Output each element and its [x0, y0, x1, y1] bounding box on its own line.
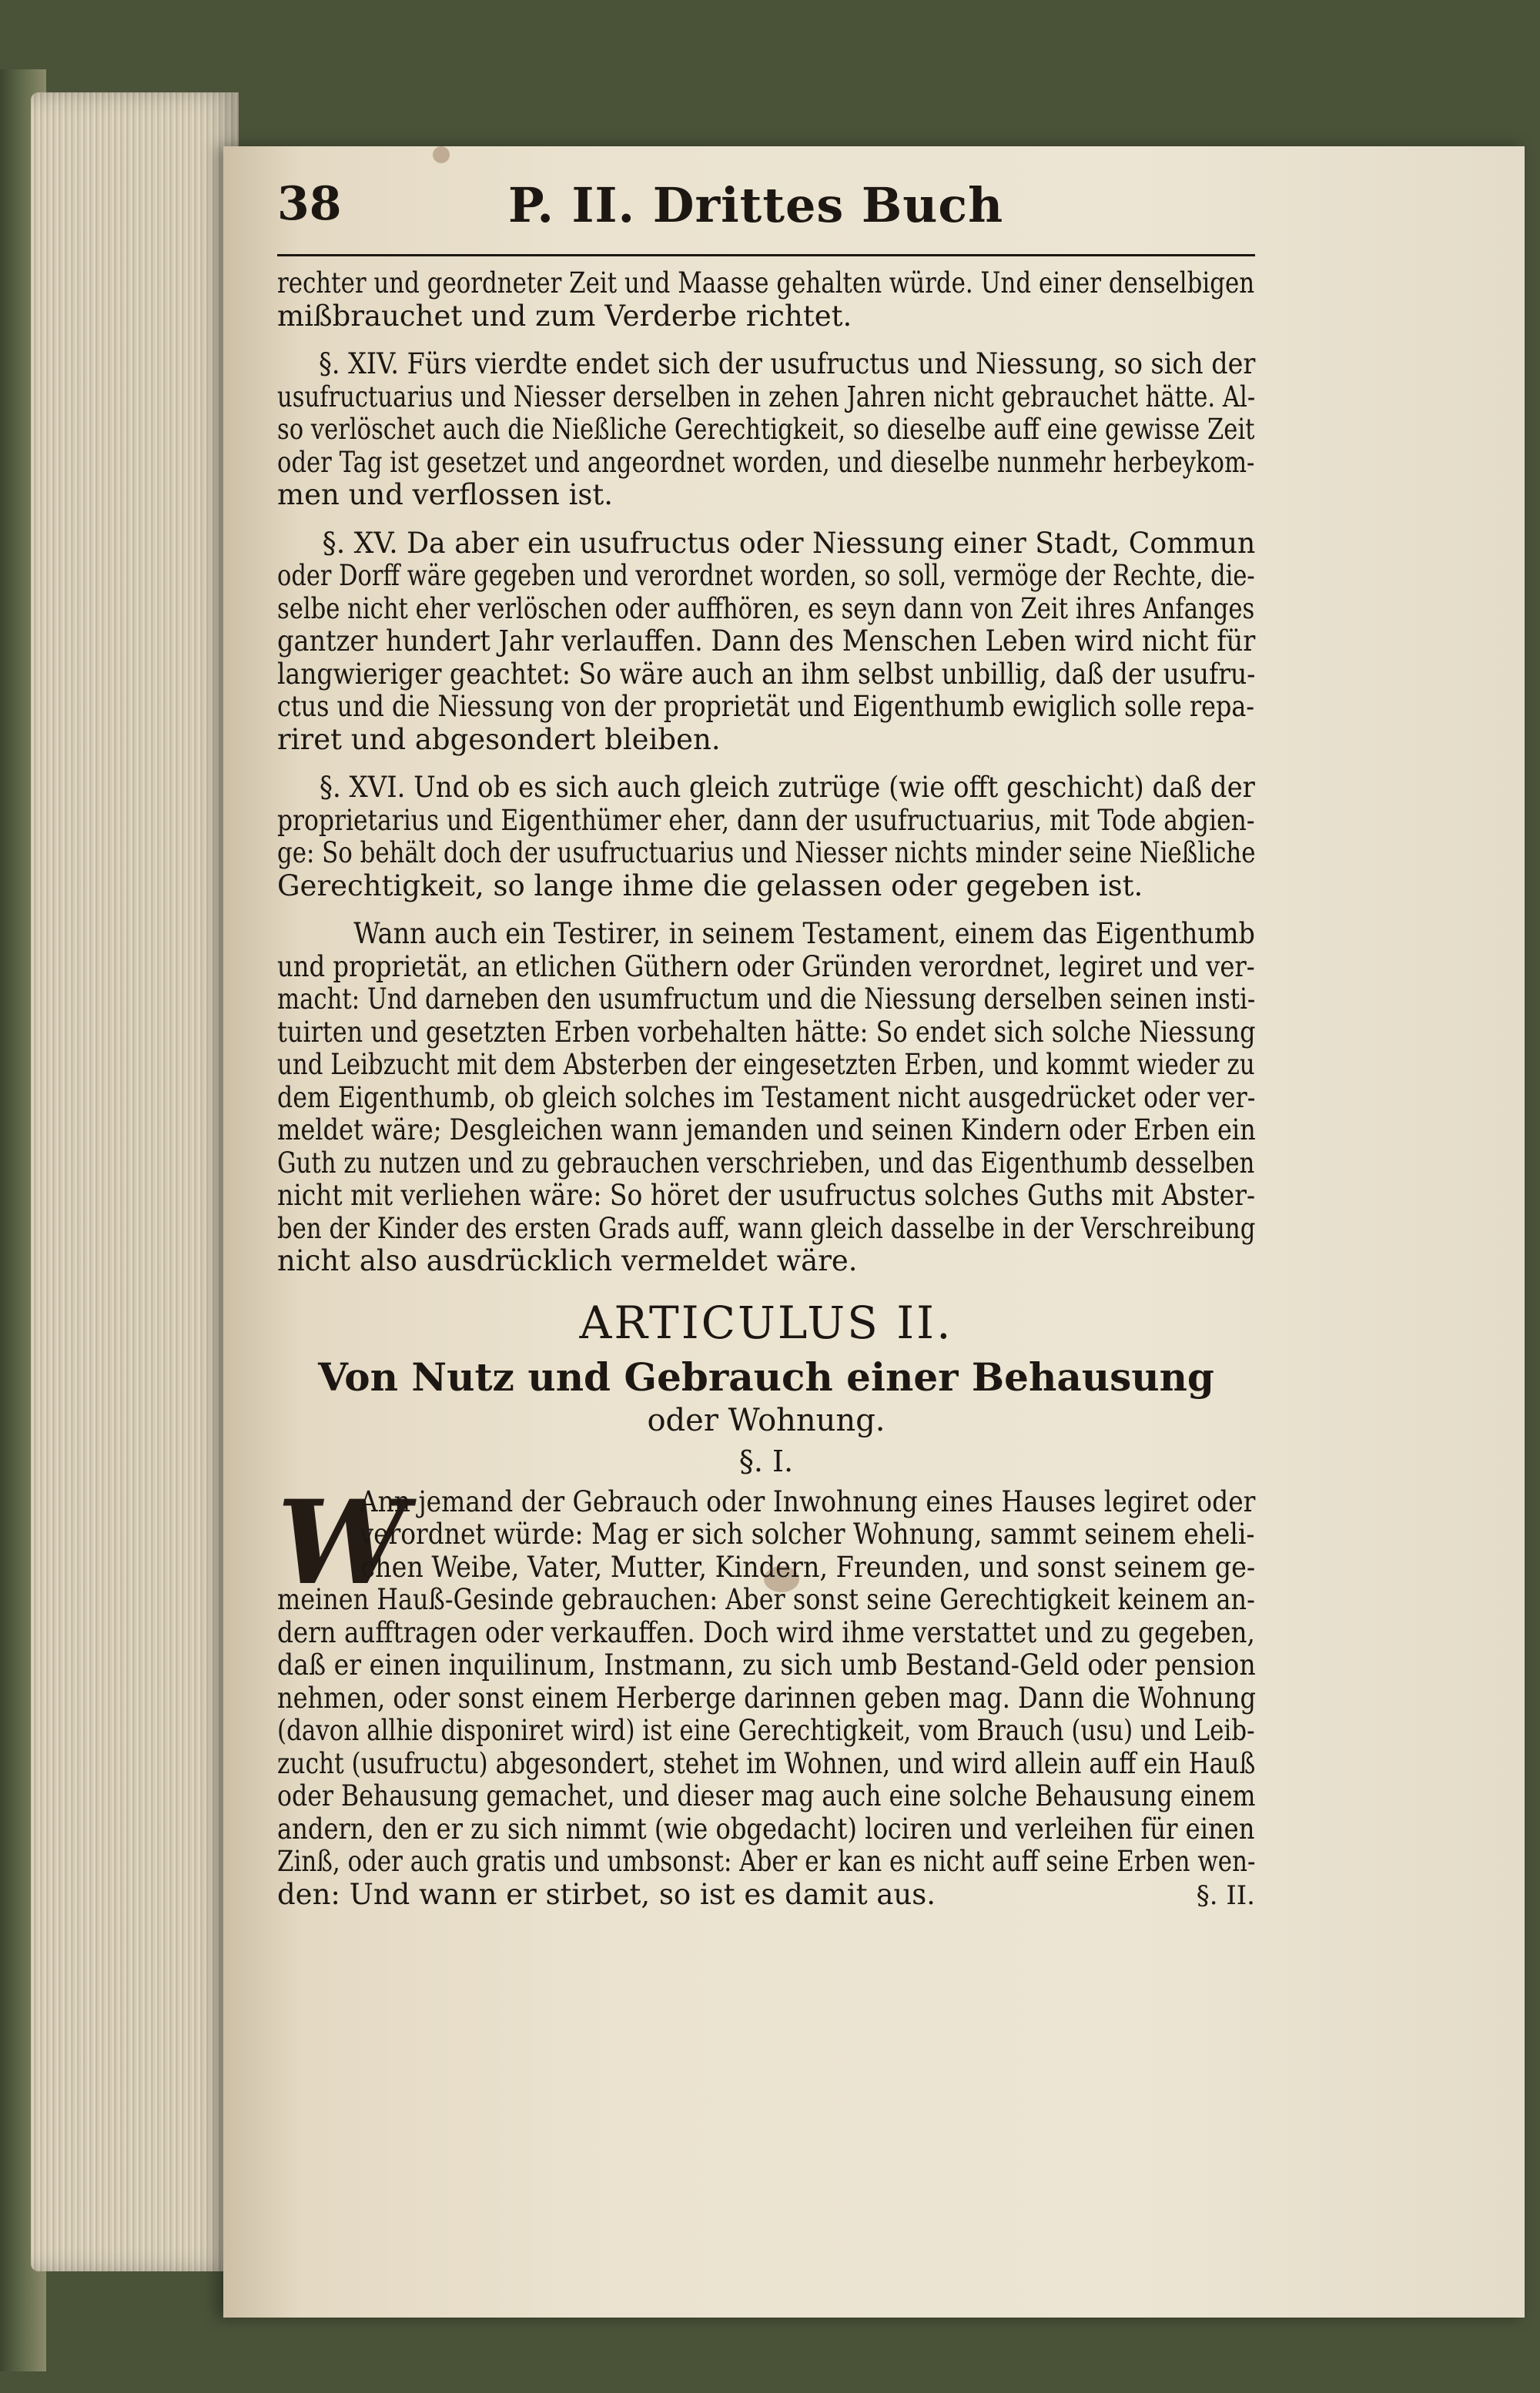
article-title: ARTICULUS II. — [579, 1296, 953, 1349]
text-line: oder Behausung gemachet, und dieser mag auch eine solche Behausung einem — [277, 1779, 1256, 1812]
book-title: P. II. Drittes Buch — [508, 177, 1004, 233]
article-subtitle-line-2: oder Wohnung. — [647, 1402, 886, 1438]
text-line: und Leibzucht mit dem Absterben der eingesetzten Erben, und kommt wieder zu — [277, 1048, 1255, 1081]
text-line: ge: So behält doch der usufructuarius und Niesser nichts minder seine Nießliche — [277, 836, 1256, 869]
page-edges — [31, 92, 239, 2271]
section-number: §. I. — [738, 1444, 794, 1478]
paragraph-section-i — [277, 1474, 1256, 1912]
text-line: chen Weibe, Vater, Mutter, Kindern, Freunden, und sonst seinem ge- — [360, 1550, 1256, 1584]
text-line: meldet wäre; Desgleichen wann jemanden und seinen Kindern oder Erben ein — [277, 1113, 1256, 1146]
text-line: men und verflossen ist. — [277, 478, 614, 511]
text-line: (davon allhie disponiret wird) ist eine Gerechtigkeit, vom Brauch (usu) und Leib- — [277, 1714, 1255, 1747]
text-line: §. XVI. Und ob es sich auch gleich zutrüge (wie offt geschicht) daß der — [320, 771, 1255, 804]
text-block — [277, 162, 1255, 2133]
text-line: nehmen, oder sonst einem Herberge darinnen geben mag. Dann die Wohnung — [277, 1681, 1256, 1715]
text-line: ben der Kinder des ersten Grads auff, wann gleich dasselbe in der Verschreibung — [277, 1211, 1256, 1245]
text-line: zucht (usufructu) abgesondert, stehet im Wohnen, und wird allein auff ein Hauß — [277, 1746, 1256, 1780]
drop-cap: W — [277, 1474, 407, 1611]
text-line: Wann auch ein Testirer, in seinem Testament, einem das Eigenthumb — [353, 917, 1255, 950]
text-line: §. XV. Da aber ein usufructus oder Niessung einer Stadt, Commun — [322, 526, 1256, 560]
text-line: dem Eigenthumb, ob gleich solches im Testament nicht ausgedrücket oder ver- — [277, 1080, 1256, 1114]
text-line: dern aufftragen oder verkauffen. Doch wird ihme verstattet und zu gegeben, — [277, 1615, 1255, 1649]
text-line: Zinß, oder auch gratis und umbsonst: Aber er kan es nicht auff seine Erben wen- — [277, 1845, 1256, 1878]
article-subtitle: Von Nutz und Gebrauch einer Behausung — [318, 1354, 1214, 1400]
paragraph-testament — [277, 918, 1255, 1278]
text-line: verordnet würde: Mag er sich solcher Wohnung, sammt seinem eheli- — [359, 1518, 1255, 1551]
text-line: langwieriger geachtet: So wäre auch an ihm selbst unbillig, daß der usufru- — [277, 657, 1256, 691]
text-line: §. XIV. Fürs vierdte endet sich der usufructus und Niessung, so sich der — [319, 347, 1256, 380]
text-line: andern, den er zu sich nimmt (wie obgedacht) lociren und verleihen für einen — [277, 1812, 1255, 1846]
text-line: tuirten und gesetzten Erben vorbehalten hätte: So endet sich solche Niessung — [277, 1015, 1256, 1049]
text-line: so verlöschet auch die Nießliche Gerechtigkeit, so dieselbe auff eine gewisse Zeit — [277, 413, 1255, 446]
text-line: den: Und wann er stirbet, so ist es damit aus. — [277, 1877, 936, 1911]
text-line: selbe nicht eher verlöschen oder auffhören, es seyn dann von Zeit ihres Anfanges — [277, 591, 1255, 625]
body-text — [277, 267, 1255, 1278]
text-line: Gerechtigkeit, so lange ihme die gelassen oder gegeben ist. — [277, 869, 1143, 902]
text-line: Guth zu nutzen und zu gebrauchen verschrieben, und das Eigenthumb desselben — [277, 1146, 1255, 1180]
text-line: und proprietät, an etlichen Güthern oder Gründen verordnet, legiret und ver- — [277, 949, 1255, 983]
text-line: usufructuarius und Niesser derselben in zehen Jahren nicht gebrauchet hätte. Al- — [277, 380, 1256, 413]
paragraph-section-xv — [277, 527, 1255, 757]
paragraph-continued — [277, 267, 1255, 333]
paragraph-section-xiv — [277, 348, 1255, 512]
text-line: proprietarius und Eigenthümer eher, dann der usufructuarius, mit Tode abgien- — [277, 803, 1255, 837]
article-heading — [277, 1292, 1255, 1478]
running-head — [277, 162, 1255, 256]
text-line: nicht also ausdrücklich vermeldet wäre. — [277, 1244, 858, 1277]
text-line: Ann jemand der Gebrauch oder Inwohnung eines Hauses legiret oder — [359, 1484, 1256, 1518]
text-line: nicht mit verliehen wäre: So höret der usufructus solches Guths mit Abster- — [277, 1179, 1256, 1212]
text-line: ctus und die Niessung von der proprietät und Eigenthumb ewiglich solle repa- — [277, 690, 1255, 723]
text-line: mißbrauchet und zum Verderbe richtet. — [277, 299, 852, 333]
text-line: daß er einen inquilinum, Instmann, zu sich umb Bestand-Geld oder pension — [277, 1648, 1256, 1682]
text-line: meinen Hauß-Gesinde gebrauchen: Aber sonst seine Gerechtigkeit keinem an- — [277, 1583, 1255, 1616]
page-number: 38 — [277, 177, 342, 231]
text-line: rechter und geordneter Zeit und Maasse gehalten würde. Und einer denselbigen — [277, 266, 1255, 300]
text-line: macht: Und darneben den usumfructum und die Niessung derselben seinen insti- — [277, 982, 1256, 1016]
stain — [433, 146, 450, 163]
text-line: oder Dorff wäre gegeben und verordnet worden, so soll, vermöge der Rechte, die- — [277, 559, 1255, 592]
initial-paragraph — [277, 1474, 1256, 1912]
paragraph-section-xvi — [277, 771, 1255, 902]
text-line: gantzer hundert Jahr verlauffen. Dann des Menschen Leben wird nicht für — [277, 624, 1256, 658]
text-line: riret und abgesondert bleiben. — [277, 722, 721, 756]
catchword: §. II. — [1196, 1880, 1255, 1911]
text-line: oder Tag ist gesetzet und angeordnet worden, und dieselbe nunmehr herbeykom- — [277, 445, 1255, 479]
